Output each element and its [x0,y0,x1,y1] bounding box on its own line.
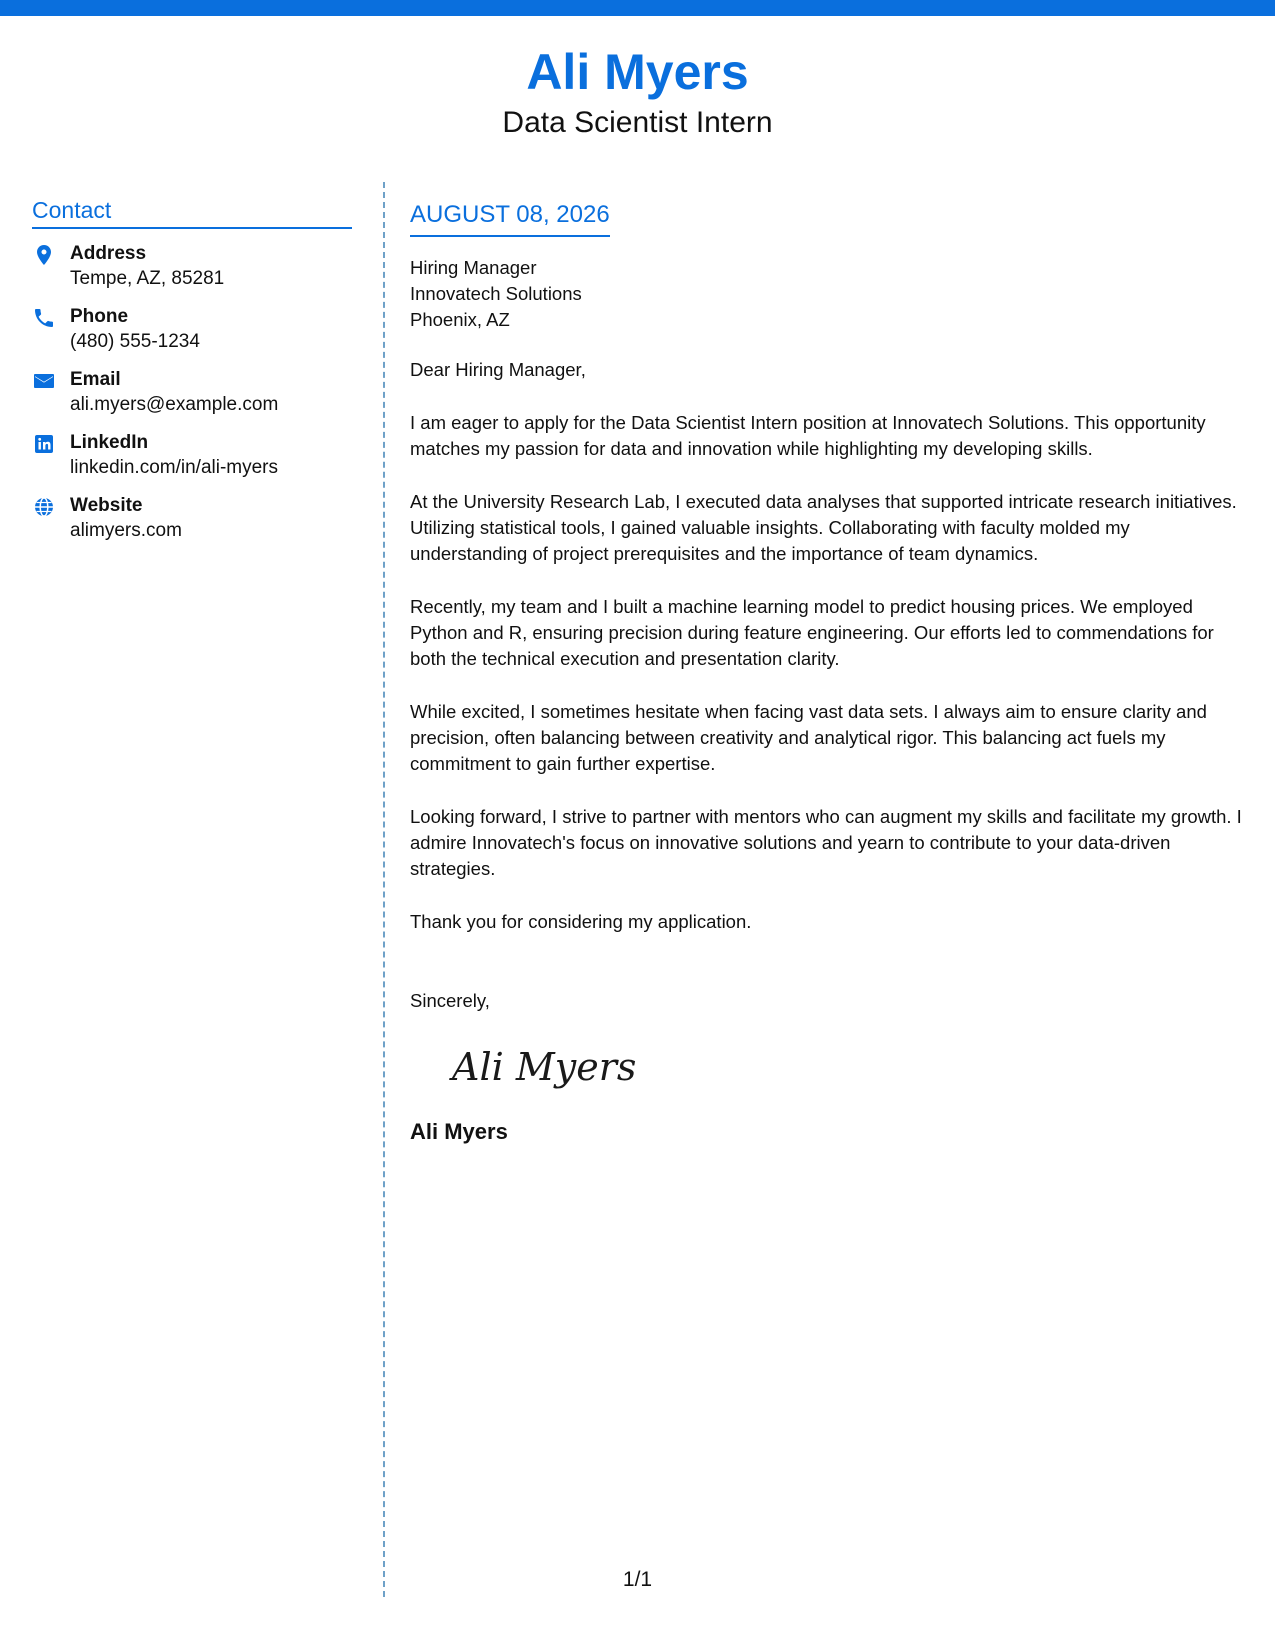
page-title: Ali Myers [526,44,749,100]
contact-label: Phone [70,306,129,327]
contact-label: Website [70,495,143,516]
greeting: Dear Hiring Manager, [410,359,586,380]
closing: Sincerely, [410,990,490,1011]
globe-icon [32,495,56,519]
letter-body [410,200,1250,1147]
column-divider [383,182,385,1597]
contact-value: Tempe, AZ, 85281 [70,268,225,289]
contact-item-email [32,367,352,417]
signature-text: Ali Myers [452,1045,637,1089]
handwritten-signature [448,1030,678,1102]
paragraph: At the University Research Lab, I executed data analyses that supported intricate research initiatives. Utilizing statistical tools, I gained valuable insights. Collaborating with faculty molded my understanding of project prerequisites and the importance of team dynamics. [410,491,1237,564]
contact-item-phone [32,304,352,354]
paragraph: Looking forward, I strive to partner with mentors who can augment my skills and facilitate my growth. I admire Innovatech's focus on innovative solutions and yearn to contribute to your data-driven strategies. [410,806,1242,879]
contact-value[interactable]: ali.myers@example.com [70,394,279,415]
map-pin-icon [32,243,56,267]
letter-date: AUGUST 08, 2026 [410,200,610,237]
recipient-line: Innovatech Solutions [410,283,582,304]
job-title: Data Scientist Intern [502,106,773,139]
contact-value: (480) 555-1234 [70,331,200,352]
recipient-line: Phoenix, AZ [410,309,510,330]
recipient-block [410,255,1250,333]
paragraph: Recently, my team and I built a machine learning model to predict housing prices. We employed Python and R, ensuring precision during feature engineering. Our efforts led to commendations for both the technical execution and presentation clarity. [410,596,1214,669]
page-number: 1/1 [622,1568,653,1591]
contact-heading: Contact [32,196,352,229]
linkedin-icon [32,432,56,456]
contact-label: Email [70,369,121,390]
paragraph: I am eager to apply for the Data Scientist Intern position at Innovatech Solutions. This opportunity matches my passion for data and innovation while highlighting my developing skills. [410,412,1206,459]
contact-value[interactable]: alimyers.com [70,520,182,541]
contact-list [32,241,352,543]
contact-item-website [32,493,352,543]
contact-label: LinkedIn [70,432,149,453]
contact-value[interactable]: linkedin.com/in/ali-myers [70,457,279,478]
contact-sidebar [32,196,352,556]
page-header [0,40,1275,142]
contact-label: Address [70,243,147,264]
envelope-icon [32,369,56,393]
recipient-line: Hiring Manager [410,257,537,278]
contact-item-linkedin [32,430,352,480]
paragraph: While excited, I sometimes hesitate when facing vast data sets. I always aim to ensure clarity and precision, often balancing between creativity and analytical rigor. This balancing act fuels my commitment to gain further expertise. [410,701,1207,774]
contact-item-address [32,241,352,291]
paragraph: Thank you for considering my application. [410,911,752,932]
signer-name: Ali Myers [410,1119,508,1144]
phone-icon [32,306,56,330]
top-accent-bar [0,0,1275,16]
